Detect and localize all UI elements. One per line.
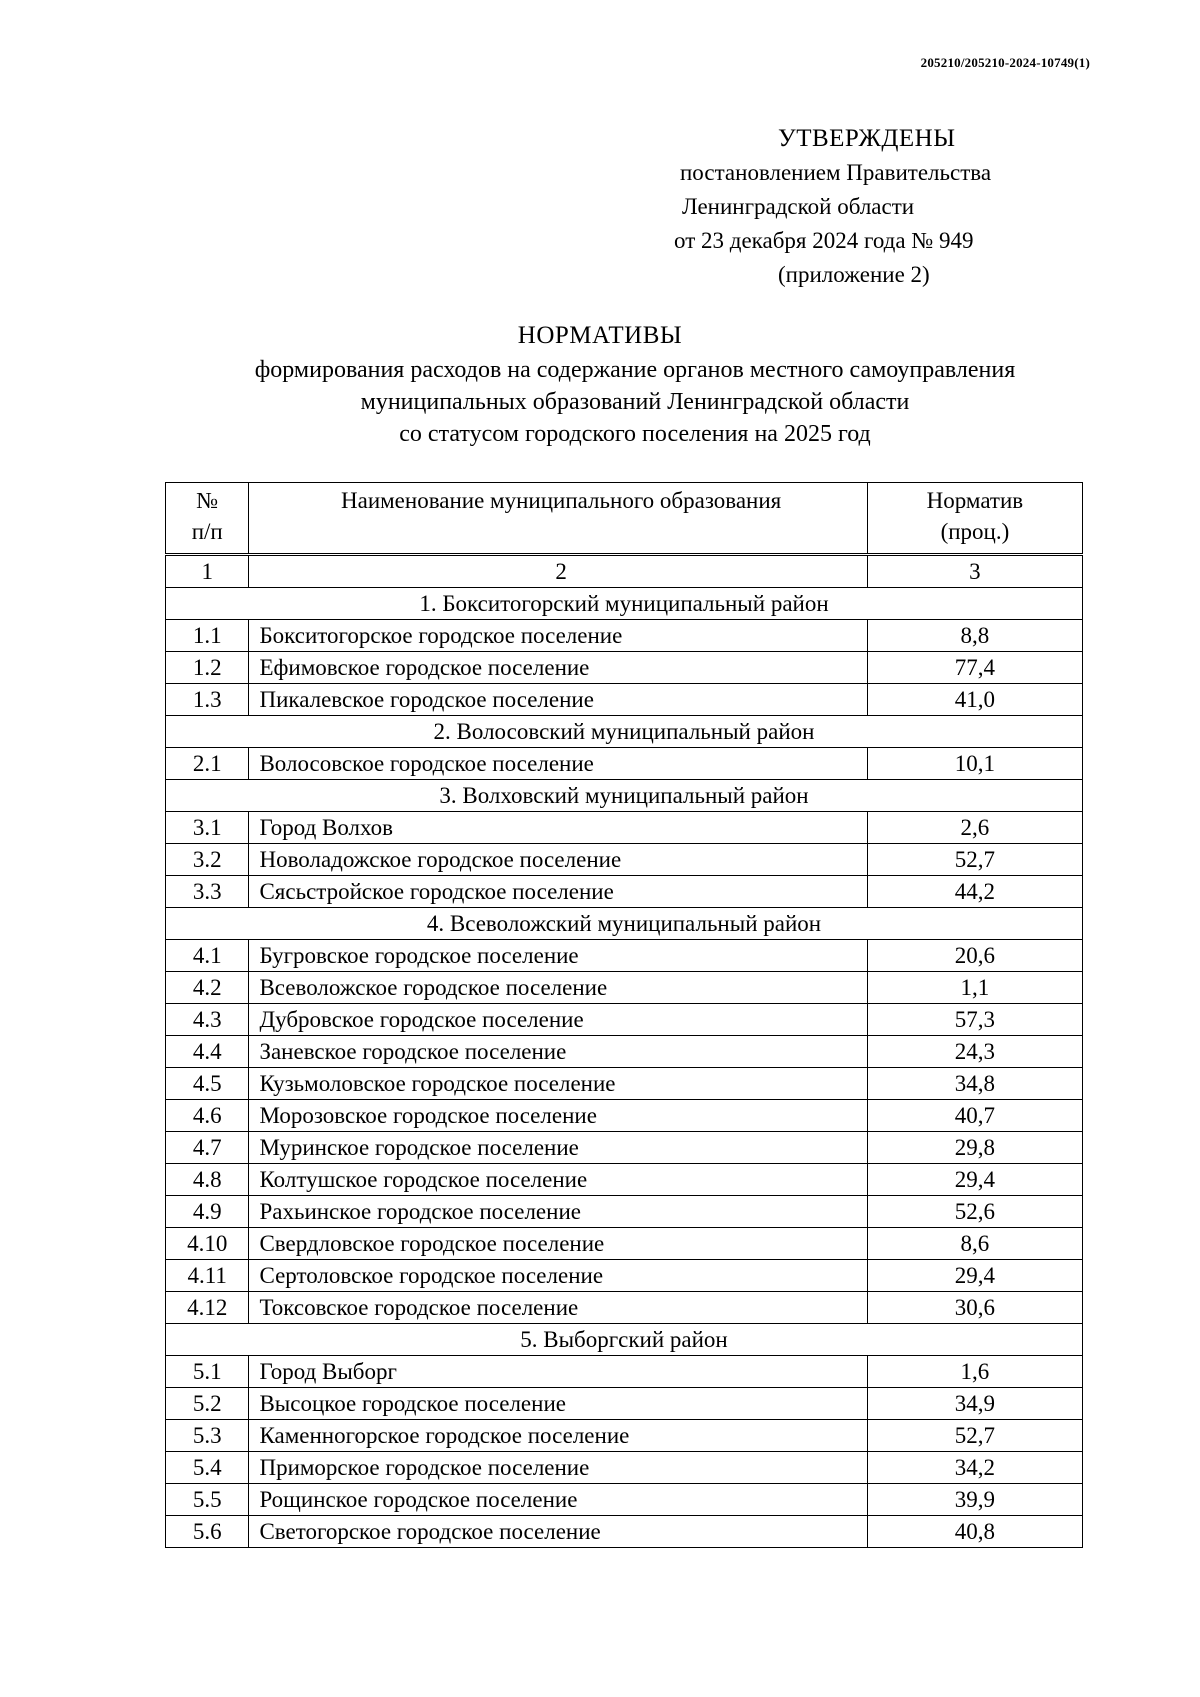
table-row [166,1356,1083,1388]
row-name: Морозовское городское поселение [249,1100,867,1132]
row-value: 1,1 [867,972,1082,1004]
row-name: Бокситогорское городское поселение [249,620,867,652]
row-value: 39,9 [867,1484,1082,1516]
table-row [166,972,1083,1004]
row-value: 40,8 [867,1516,1082,1548]
row-number: 4.1 [166,940,249,972]
norms-table [165,482,1083,1548]
section-row [166,780,1083,812]
row-value: 34,2 [867,1452,1082,1484]
table-row [166,1164,1083,1196]
document-subtitle: муниципальных образований Ленинградской области [360,389,910,415]
header-number-symbol: № [196,488,219,513]
approval-line: (приложение 2) [778,262,930,287]
row-name: Заневское городское поселение [249,1036,867,1068]
row-value: 24,3 [867,1036,1082,1068]
row-value: 29,4 [867,1164,1082,1196]
row-number: 5.5 [166,1484,249,1516]
row-name: Колтушское городское поселение [249,1164,867,1196]
row-value: 41,0 [867,684,1082,716]
document-subtitle: формирования расходов на содержание органов местного самоуправления [254,357,1016,383]
row-name: Бугровское городское поселение [249,940,867,972]
row-name: Всеволожское городское поселение [249,972,867,1004]
table-row [166,1004,1083,1036]
table-row [166,940,1083,972]
header-norm [867,483,1082,555]
row-value: 2,6 [867,812,1082,844]
row-number: 5.3 [166,1420,249,1452]
row-number: 3.2 [166,844,249,876]
column-number: 3 [867,555,1082,588]
row-number: 5.4 [166,1452,249,1484]
section-title: 3. Волховский муниципальный район [166,780,1083,812]
row-number: 1.2 [166,652,249,684]
header-norm-label: Норматив [926,488,1024,513]
row-number: 4.5 [166,1068,249,1100]
column-number: 2 [249,555,867,588]
row-value: 57,3 [867,1004,1082,1036]
row-number: 5.2 [166,1388,249,1420]
table-row [166,620,1083,652]
row-number: 4.10 [166,1228,249,1260]
table-row [166,1292,1083,1324]
table-row [166,1420,1083,1452]
table-header-row [166,483,1083,555]
section-title: 2. Волосовский муниципальный район [166,716,1083,748]
column-number: 1 [166,555,249,588]
row-number: 4.6 [166,1100,249,1132]
section-row [166,908,1083,940]
row-name: Высоцкое городское поселение [249,1388,867,1420]
approval-line: Ленинградской области [682,194,915,219]
row-name: Город Волхов [249,812,867,844]
section-title: 1. Бокситогорский муниципальный район [166,588,1083,620]
column-number-row [166,555,1083,588]
row-value: 52,7 [867,844,1082,876]
table-row [166,1036,1083,1068]
row-name: Муринское городское поселение [249,1132,867,1164]
row-name: Новоладожское городское поселение [249,844,867,876]
row-name: Дубровское городское поселение [249,1004,867,1036]
row-number: 1.1 [166,620,249,652]
row-value: 52,6 [867,1196,1082,1228]
row-value: 30,6 [867,1292,1082,1324]
table-row [166,876,1083,908]
row-value: 8,6 [867,1228,1082,1260]
row-value: 1,6 [867,1356,1082,1388]
row-name: Сертоловское городское поселение [249,1260,867,1292]
row-name: Приморское городское поселение [249,1452,867,1484]
row-name: Рахьинское городское поселение [249,1196,867,1228]
row-value: 10,1 [867,748,1082,780]
approval-block [660,122,1080,292]
row-number: 4.7 [166,1132,249,1164]
section-title: 5. Выборгский район [166,1324,1083,1356]
row-number: 4.3 [166,1004,249,1036]
row-name: Ефимовское городское поселение [249,652,867,684]
row-number: 5.1 [166,1356,249,1388]
section-row [166,716,1083,748]
row-value: 44,2 [867,876,1082,908]
row-value: 52,7 [867,1420,1082,1452]
row-name: Светогорское городское поселение [249,1516,867,1548]
row-number: 4.9 [166,1196,249,1228]
row-number: 5.6 [166,1516,249,1548]
row-name: Город Выборг [249,1356,867,1388]
table-row [166,1260,1083,1292]
approval-line: от 23 декабря 2024 года № 949 [674,228,974,253]
section-row [166,1324,1083,1356]
row-value: 77,4 [867,652,1082,684]
row-name: Волосовское городское поселение [249,748,867,780]
row-name: Кузьмоловское городское поселение [249,1068,867,1100]
row-number: 2.1 [166,748,249,780]
row-value: 20,6 [867,940,1082,972]
row-name: Каменногорское городское поселение [249,1420,867,1452]
row-number: 3.3 [166,876,249,908]
row-number: 4.12 [166,1292,249,1324]
header-name: Наименование муниципального образования [249,483,867,555]
table-row [166,684,1083,716]
table-row [166,1388,1083,1420]
row-value: 34,8 [867,1068,1082,1100]
approval-title: УТВЕРЖДЕНЫ [778,125,956,152]
row-number: 4.8 [166,1164,249,1196]
row-name: Токсовское городское поселение [249,1292,867,1324]
section-row [166,588,1083,620]
document-heading [0,320,1200,450]
table-row [166,1196,1083,1228]
row-value: 29,8 [867,1132,1082,1164]
section-title: 4. Всеволожский муниципальный район [166,908,1083,940]
table-row [166,1228,1083,1260]
document-subtitle: со статусом городского поселения на 2025 год [399,421,871,447]
header-norm-unit: (проц.) [940,519,1010,544]
table-row [166,1516,1083,1548]
row-name: Рощинское городское поселение [249,1484,867,1516]
row-number: 3.1 [166,812,249,844]
table-row [166,1452,1083,1484]
row-number: 1.3 [166,684,249,716]
row-name: Сясьстройское городское поселение [249,876,867,908]
table-row [166,1100,1083,1132]
row-name: Свердловское городское поселение [249,1228,867,1260]
table-row [166,652,1083,684]
header-number-abbr: п/п [191,519,223,544]
table-row [166,1484,1083,1516]
row-value: 8,8 [867,620,1082,652]
row-number: 4.11 [166,1260,249,1292]
table-row [166,844,1083,876]
document-title: НОРМАТИВЫ [517,322,683,349]
row-name: Пикалевское городское поселение [249,684,867,716]
approval-line: постановлением Правительства [680,160,992,185]
header-number [166,483,249,555]
row-number: 4.4 [166,1036,249,1068]
row-value: 29,4 [867,1260,1082,1292]
document-id: 205210/205210-2024-10749(1) [920,55,1090,70]
table-row [166,812,1083,844]
row-number: 4.2 [166,972,249,1004]
row-value: 34,9 [867,1388,1082,1420]
table-row [166,1068,1083,1100]
row-value: 40,7 [867,1100,1082,1132]
table-row [166,748,1083,780]
table-row [166,1132,1083,1164]
